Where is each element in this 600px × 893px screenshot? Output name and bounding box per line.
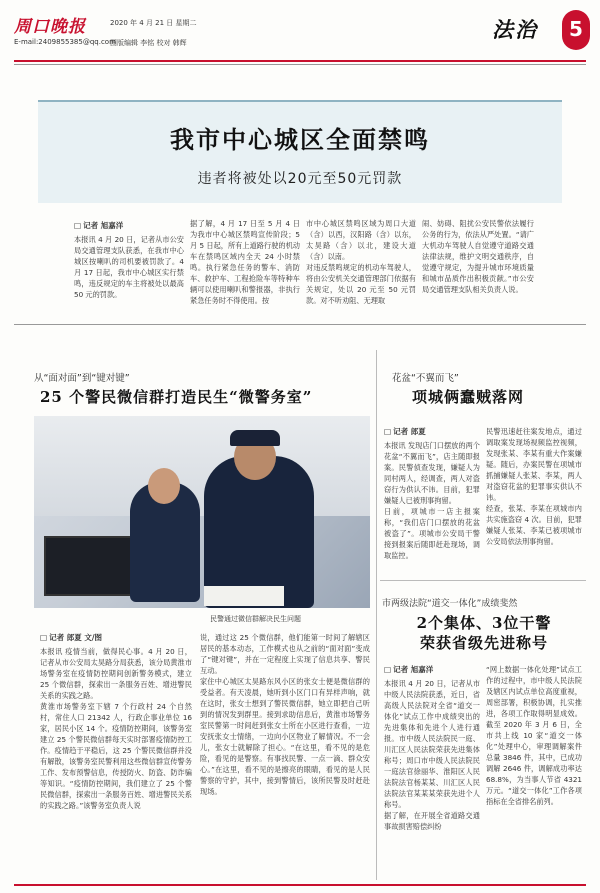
story3-headline: 项城俩蠢贼落网 bbox=[412, 388, 525, 406]
story4-headline-line1: 2个集体、3位干警 bbox=[416, 614, 552, 632]
column-rule bbox=[376, 350, 377, 880]
story2-column-1: 本报讯 疫情当前，做得民心事。4 月 20 日，记者从市公安局太昊路分局获悉，该分局黄淮市场警务室在疫情防控期间创新警务模式，建立 25 个微信群，探索出一条服务百姓、增进警民关系的实践之路。 黄淮市场警务室下辖 7 个行政村 24 个自然村，常住人口 21342 人，行政企事业单位 16 家，居民小区 14 个。疫情防控期间，该警务室建立 25 个警民微信群每天实时部署疫情防控工作。疫情趋于平稳后，这 25 个警民微信群并没有解散，该警务室民警利用这些微信群宣传警务工作、发布预警信息，传授防火、防盗、防诈骗等知识。“疫情防控期间，我们建立了 25 个警民微信群，探索出一条服务百姓、增进警民关系的实践之路。”该警务室负责人说 bbox=[40, 647, 192, 810]
editor-credits: 图版编辑 李铭 校对 韩辉 bbox=[110, 39, 187, 47]
story4-column-2: “网上数据一体化处理”试点工作的过程中，市中级人民法院及辖区内试点单位高度重视，周密部署，积极协调，扎实推进，各项工作取得明显成效。截至 2020 年 3 月 6 日，全市共上线 10 家“道交一体化”处理中心，审理调解案件总量 3846 件，其中，已成功调解 2646 件，调解成功率达 68.8%，为当事人节省 4321 万元。“道交一体化”工作各项指标在全省排名前列。 bbox=[486, 665, 582, 806]
lead-headline: 我市中心城区全面禁鸣 bbox=[170, 125, 430, 154]
story4-byline: □ 记者 旭嘉洋 bbox=[384, 664, 433, 675]
masthead-thin-rule bbox=[14, 64, 586, 65]
photo-caption: 民警通过微信群解决民生问题 bbox=[210, 615, 301, 623]
story2-column-2: 说，通过这 25 个微信群，他们能第一时间了解辖区居民的基本动态，工作模式也从之前的“面对面”变成了“键对键”，并在一定程度上实现了信息共享、警民互动。 家住中心城区太昊路东风小区的张女士便是微信群的受益者。有天凌晨，她听到小区门口有异样声响，就在这时，张女士想到了警民微信群，她立即把自己听到的情况发到群里。接到求助信息后，黄淮市场警务室民警第一时间赶到张女士所在小区进行查看，一边安抚张女士情绪，一边向小区物业了解情况。不一会儿，张女士就解除了担心。“在这里，看不见的是危险，看见的是警察。有事找民警、一点一滴、群众安心。”在这里，看不见的是擦亮的眼睛，看见的是人民警察的守护，其中，接到警情后，该所民警及时赶赴现场。 bbox=[200, 633, 370, 796]
lead-column-4: 闹、妨碍、阻扰公安民警依法履行公务的行为，依法从严处置。“请广大机动车驾驶人自觉遵守道路交通法律法规，维护文明交通秩序，自觉遵守规定，为提升城市环境质量和城市品质作出积极贡献。”市公安局交通管理支队相关负责人说。 bbox=[422, 219, 534, 294]
lead-column-2: 据了解，4 月 17 日至 5 月 4 日为我市中心城区禁鸣宣传阶段；5 月 5 日起，所有上道路行驶的机动车在禁鸣区域内全天 24 小时禁鸣。执行紧急任务的警车、消防车、救护车、工程抢险车等特种车辆可以使用喇叭和警报器，非执行紧急任务时不得使用。按 bbox=[190, 219, 300, 305]
issue-date: 2020 年 4 月 21 日 星期二 bbox=[110, 19, 197, 27]
story2-kicker: 从“面对面”到“键对键” bbox=[34, 373, 130, 384]
masthead bbox=[14, 10, 586, 58]
lead-column-1: 本报讯 4 月 20 日，记者从市公安局交通管理支队获悉，在我市中心城区按喇叭的司机要被罚款了。4 月 17 日起，我市中心城区实行禁鸣，违反规定的车主将被处以最高 50 元的罚款。 bbox=[74, 235, 184, 299]
story2-headline: 25 个警民微信群打造民生“微警务室” bbox=[40, 388, 313, 406]
story3-divider bbox=[380, 580, 586, 581]
newspaper-logo: 周口晚报 bbox=[14, 17, 86, 37]
story3-byline: □ 记者 郎夏 bbox=[384, 426, 426, 437]
story3-kicker: 花盆“不翼而飞” bbox=[392, 373, 459, 384]
story3-column-1: 本报讯 发现店门口摆放的两个花盆“不翼而飞”，店主随即报案。民警侦查发现，嫌疑人为同村两人，经调查，两人对盗窃行为供认不讳。目前，犯罪嫌疑人已被刑事拘留。 日前，项城市一店主报案称，“我们店门口摆放的花盆被盗了”。项城市公安局干警接到报案后随即赶赴现场，调取监控。 bbox=[384, 441, 480, 560]
police-cap bbox=[230, 430, 280, 446]
section-title: 法治 bbox=[492, 17, 538, 42]
lead-column-3: 市中心城区禁鸣区域为周口大道（含）以西，汉阳路（含）以东，太昊路（含）以北，建设大道（含）以南。 对违反禁鸣规定的机动车驾驶人，将由公安机关交通管理部门依据有关规定，处以 20 元至 50 元罚款。对不听劝阻、无理取 bbox=[306, 219, 416, 305]
photo-background bbox=[34, 416, 370, 516]
story4-kicker: 市两级法院“道交一体化”成绩斐然 bbox=[382, 599, 518, 609]
seated-officer-head bbox=[148, 468, 180, 504]
story4-headline-line2: 荣获省级先进称号 bbox=[419, 634, 548, 652]
story2-byline: □ 记者 郎夏 文/图 bbox=[40, 632, 102, 643]
documents-on-desk bbox=[204, 586, 284, 606]
lead-byline: □ 记者 旭嘉洋 bbox=[74, 220, 123, 231]
page-number-badge: 5 bbox=[562, 10, 590, 50]
email-address: E-mail:2409855385@qq.com bbox=[14, 38, 116, 46]
lead-headline-box bbox=[38, 100, 562, 203]
story4-column-1: 本报讯 4 月 20 日，记者从市中级人民法院获悉，近日，省高级人民法院对全省“道交一体化”试点工作中成绩突出的先进集体和先进个人进行通报。市中级人民法院民一庭、川汇区人民法院荣获先进集体称号；周口市中级人民法院民一庭法官徐丽华、淮阳区人民法院法官杨某某、川汇区人民法院法官某某某荣获先进个人称号。 据了解，在开展全省道路交通事故损害赔偿纠纷 bbox=[384, 679, 480, 831]
section-divider bbox=[14, 324, 586, 325]
masthead-rule bbox=[14, 60, 586, 62]
lead-subhead: 违者将被处以20元至50元罚款 bbox=[197, 171, 403, 187]
story3-column-2: 民警迅速赶往案发地点，通过调取案发现场视频监控视频，发现张某、李某有重大作案嫌疑。随后，办案民警在项城市抓捕嫌疑人张某、李某，两人对盗窃花盆的犯罪事实供认不讳。 经查，张某、李某在项城市内共实施盗窃 4 次。目前，犯罪嫌疑人张某、李某已被项城市公安局依法刑事拘留。 bbox=[486, 427, 582, 546]
footer-rule bbox=[14, 884, 586, 886]
police-photo bbox=[34, 416, 370, 608]
